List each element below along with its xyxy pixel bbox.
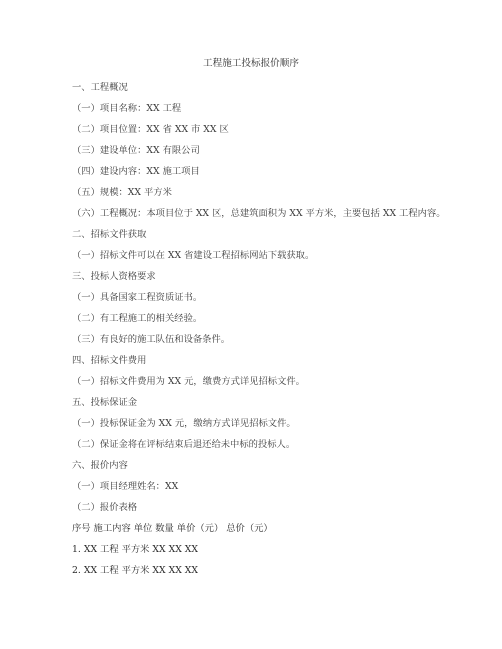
paragraph-1-5: （五）规模：XX 平方米 [72,187,172,198]
quote-table-row: 2. XX 工程 平方米 XX XX XX [72,565,199,576]
paragraph-5-2: （二）保证金将在评标结束后退还给未中标的投标人。 [72,439,296,450]
paragraph-2-1: （一）招标文件可以在 XX 省建设工程招标网站下载获取。 [72,250,315,261]
section-heading-5: 五、投标保证金 [72,397,138,408]
paragraph-3-3: （三）有良好的施工队伍和设备条件。 [72,334,231,345]
paragraph-1-1: （一）项目名称：XX 工程 [72,103,182,114]
paragraph-6-1: （一）项目经理姓名：XX [72,481,179,492]
quote-table-row: 1. XX 工程 平方米 XX XX XX [72,544,199,555]
paragraph-6-2: （二）报价表格 [72,502,138,513]
paragraph-5-1: （一）投标保证金为 XX 元，缴纳方式详见招标文件。 [72,418,296,429]
section-heading-3: 三、投标人资格要求 [72,271,156,282]
section-heading-6: 六、报价内容 [72,460,128,471]
section-heading-4: 四、招标文件费用 [72,355,147,366]
paragraph-1-6: （六）工程概况：本项目位于 XX 区，总建筑面积为 XX 平方米，主要包括 XX 工程内容。 [72,208,446,219]
paragraph-1-2: （二）项目位置：XX 省 XX 市 XX 区 [72,124,229,135]
paragraph-3-1: （一）具备国家工程资质证书。 [72,292,203,303]
section-heading-1: 一、工程概况 [72,82,128,93]
quote-table-header: 序号 施工内容 单位 数量 单价（元） 总价（元） [72,523,273,534]
section-heading-2: 二、招标文件获取 [72,229,147,240]
paragraph-4-1: （一）招标文件费用为 XX 元，缴费方式详见招标文件。 [72,376,305,387]
paragraph-1-4: （四）建设内容：XX 施工项目 [72,166,200,177]
paragraph-1-3: （三）建设单位：XX 有限公司 [72,145,200,156]
paragraph-3-2: （二）有工程施工的相关经验。 [72,313,203,324]
document-title: 工程施工投标报价顺序 [203,58,299,69]
